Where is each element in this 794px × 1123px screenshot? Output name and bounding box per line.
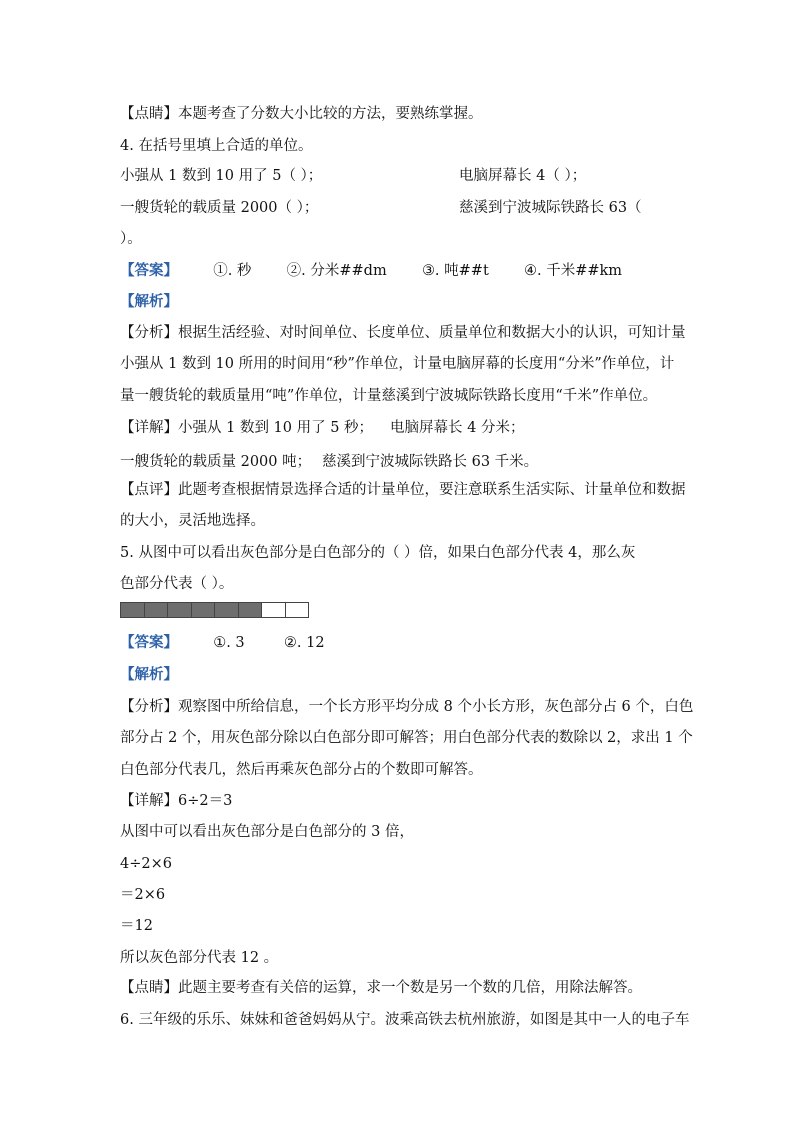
question-4-blank-c: 一艘货轮的载质量 2000（ ）；	[120, 200, 319, 216]
answer-4-item-4: ④. 千米##km	[524, 263, 623, 279]
question-4-blank-d-close: ）。	[120, 231, 142, 247]
analysis-4-line-1: 【分析】根据生活经验、对时间单位、长度单位、质量单位和数据大小的认识，可知计量	[120, 325, 686, 341]
analysis-label-4: 【解析】	[120, 293, 178, 310]
answer-5-item-2: ②. 12	[283, 635, 325, 651]
comment-4-line-2: 的大小，灵活地选择。	[120, 513, 265, 529]
answer-4-line	[120, 261, 622, 281]
gray-cell	[214, 602, 239, 618]
question-4-blank-b: 电脑屏幕长 4（ ）；	[459, 168, 587, 184]
white-cell	[285, 602, 310, 618]
question-4-title: 4. 在括号里填上合适的单位。	[120, 138, 313, 154]
gray-cell	[144, 602, 169, 618]
answer-4-item-1: ①. 秒	[213, 263, 252, 279]
analysis-5-line-2: 部分占 2 个，用灰色部分除以白色部分即可解答；用白色部分代表的数除以 2，求出 1 个	[120, 730, 693, 746]
question-5-line-1: 5. 从图中可以看出灰色部分是白色部分的（ ）倍，如果白色部分代表 4，那么灰	[120, 545, 636, 561]
answer-5-line	[120, 633, 325, 653]
gray-cell	[238, 602, 263, 618]
analysis-5-line-1: 【分析】观察图中所给信息，一个长方形平均分成 8 个小长方形，灰色部分占 6 个，白色	[120, 699, 694, 715]
detail-4-a: 【详解】小强从 1 数到 10 用了 5 秒；	[120, 420, 374, 436]
comment-4-line-1: 【点评】此题考查根据情景选择合适的计量单位，要注意联系生活实际、计量单位和数据	[120, 482, 686, 498]
gray-cell	[167, 602, 192, 618]
detail-5-line-5: ＝12	[120, 918, 153, 934]
gray-cell	[191, 602, 216, 618]
question-4-blank-d: 慈溪到宁波城际铁路长 63（	[459, 200, 642, 216]
analysis-4-line-2: 小强从 1 数到 10 所用的时间用“秒”作单位，计量电脑屏幕的长度用“分米”作单位，计	[120, 356, 675, 372]
detail-4-d: 慈溪到宁波城际铁路长 63 千米。	[322, 454, 539, 470]
analysis-4-line-3: 量一艘货轮的载质量用“吨”作单位，计量慈溪到宁波城际铁路长度用“千米”作单位。	[120, 388, 658, 404]
answer-4-item-2: ②. 分米##dm	[286, 263, 387, 279]
detail-4-c: 一艘货轮的载质量 2000 吨；	[120, 454, 312, 470]
detail-4-b: 电脑屏幕长 4 分米；	[390, 420, 525, 436]
detail-5-line-6: 所以灰色部分代表 12 。	[120, 950, 279, 966]
answer-label: 【答案】	[120, 634, 178, 651]
white-cell	[261, 602, 286, 618]
point-note-line: 【点睛】本题考查了分数大小比较的方法，要熟练掌握。	[120, 106, 483, 122]
analysis-5-line-3: 白色部分代表几，然后再乘灰色部分占的个数即可解答。	[120, 762, 483, 778]
detail-5-line-1: 【详解】6÷2＝3	[120, 793, 233, 809]
fraction-bar-figure	[120, 602, 308, 618]
question-4-blank-a: 小强从 1 数到 10 用了 5（ ）；	[120, 168, 323, 184]
answer-5-item-1: ①. 3	[213, 635, 245, 651]
question-6-line-1: 6. 三年级的乐乐、妹妹和爸爸妈妈从宁。波乘高铁去杭州旅游，如图是其中一人的电子车	[120, 1012, 690, 1028]
answer-label: 【答案】	[120, 262, 178, 279]
detail-5-line-4: ＝2×6	[120, 887, 166, 903]
analysis-label-5: 【解析】	[120, 666, 178, 683]
point-note-5: 【点睛】此题主要考查有关倍的运算，求一个数是另一个数的几倍，用除法解答。	[120, 980, 642, 996]
gray-cell	[120, 602, 145, 618]
answer-4-item-3: ③. 吨##t	[421, 263, 489, 279]
detail-5-line-2: 从图中可以看出灰色部分是白色部分的 3 倍，	[120, 824, 414, 840]
question-5-line-2: 色部分代表（ ）。	[120, 576, 234, 592]
detail-5-line-3: 4÷2×6	[120, 856, 172, 872]
